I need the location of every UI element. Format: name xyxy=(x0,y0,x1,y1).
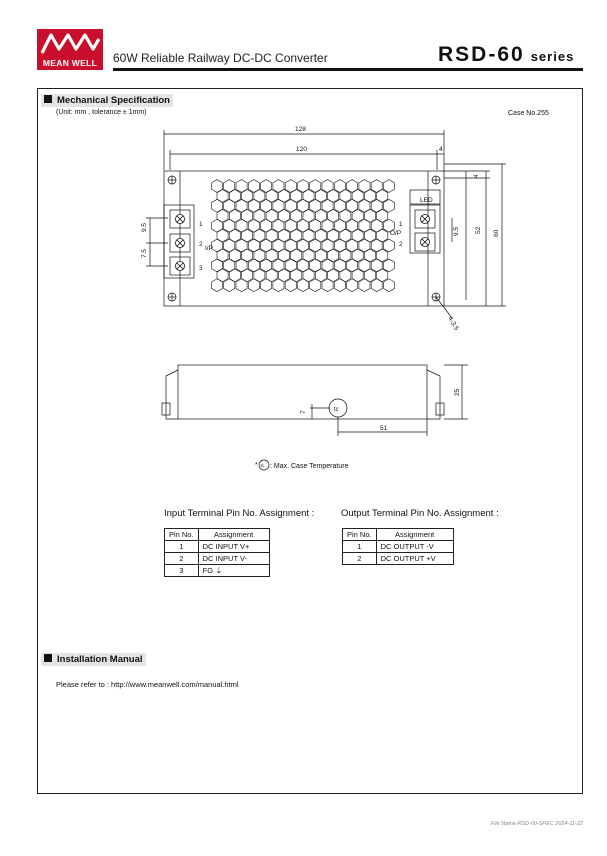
dim-120: 120 xyxy=(296,146,307,153)
header-assignment: Assignment xyxy=(376,529,453,541)
vent-hole xyxy=(347,279,358,292)
dim-60: 60 xyxy=(493,229,500,237)
in-pin-2: 2 xyxy=(199,241,203,248)
case-number: Case No.255 xyxy=(508,110,549,117)
vent-hole xyxy=(383,239,394,252)
unit-note: (Unit: mm , tolerance ± 1mm) xyxy=(56,109,147,116)
dim-7.5-in: 7.5 xyxy=(141,248,148,258)
vent-hole xyxy=(371,279,382,292)
vent-hole xyxy=(383,180,394,193)
vent-hole xyxy=(273,279,284,292)
dim-128: 128 xyxy=(295,126,306,133)
model-name: RSD-60 xyxy=(438,43,525,66)
dim-4-right: 4 xyxy=(473,174,480,178)
installation-title: Installation Manual xyxy=(57,654,143,665)
bullet-square-icon xyxy=(44,654,52,662)
dim-25: 25 xyxy=(454,388,461,396)
table-row: 2 DC OUTPUT +V xyxy=(343,553,454,565)
vent-hole xyxy=(383,199,394,212)
output-pin-table xyxy=(342,528,454,565)
side-view-drawing xyxy=(162,365,468,470)
led-label: LED xyxy=(420,197,433,204)
model-series: series xyxy=(530,49,575,64)
dim-9.5-in: 9.5 xyxy=(141,222,148,232)
header-assignment: Assignment xyxy=(198,529,269,541)
vent-hole xyxy=(224,279,235,292)
out-pin-1: 1 xyxy=(399,221,403,228)
dim-hole: 4-3.5 xyxy=(446,315,460,332)
table-row: 1 DC OUTPUT -V xyxy=(343,541,454,553)
table-row: 1 DC INPUT V+ xyxy=(165,541,270,553)
vent-hole xyxy=(261,279,272,292)
dim-51: 51 xyxy=(380,425,388,432)
vent-hole xyxy=(383,259,394,272)
tc-note: : Max. Case Temperature xyxy=(270,463,349,470)
vent-hole xyxy=(298,279,309,292)
header-pin: Pin No. xyxy=(343,529,377,541)
output-table-title: Output Terminal Pin No. Assignment : xyxy=(341,508,499,519)
tc-note-star: * xyxy=(255,462,258,469)
installation-section-header xyxy=(41,653,146,666)
dim-52: 52 xyxy=(475,226,482,234)
installation-text: Please refer to : http://www.meanwell.com/manual.html xyxy=(56,680,239,689)
vent-hole xyxy=(236,279,247,292)
input-pin-table xyxy=(164,528,270,577)
vent-hole xyxy=(248,279,259,292)
in-pin-3: 3 xyxy=(199,265,203,272)
vent-hole xyxy=(322,279,333,292)
dim-4: 4 xyxy=(439,146,443,153)
dim-9.5-out: 9.5 xyxy=(453,226,460,236)
vent-hole xyxy=(310,279,321,292)
table-row: 3 FG ⏚ xyxy=(165,565,270,577)
vent-hole xyxy=(334,279,345,292)
ventilation-hex-pattern xyxy=(212,180,395,292)
vent-hole xyxy=(359,279,370,292)
document-subtitle: 60W Reliable Railway DC-DC Converter xyxy=(113,51,328,65)
header-pin: Pin No. xyxy=(165,529,199,541)
dim-7: 7 xyxy=(300,410,307,414)
file-name-footer: File Name:RSD-60-SPEC 2024-11-22 xyxy=(490,821,583,827)
tc-marker: tc xyxy=(334,407,339,413)
logo-wordmark: MEAN WELL xyxy=(42,58,98,68)
vent-hole xyxy=(212,279,223,292)
tc-note-symbol: tc xyxy=(260,463,265,468)
vent-hole xyxy=(383,279,394,292)
input-table-title: Input Terminal Pin No. Assignment : xyxy=(164,508,315,519)
mechanical-title: Mechanical Specification xyxy=(57,95,170,106)
out-pin-2: 2 xyxy=(399,241,403,248)
table-row: 2 DC INPUT V- xyxy=(165,553,270,565)
in-pin-1: 1 xyxy=(199,221,203,228)
vent-hole xyxy=(285,279,296,292)
op-label: O/P xyxy=(390,230,402,237)
ip-label: I/P xyxy=(205,245,213,252)
